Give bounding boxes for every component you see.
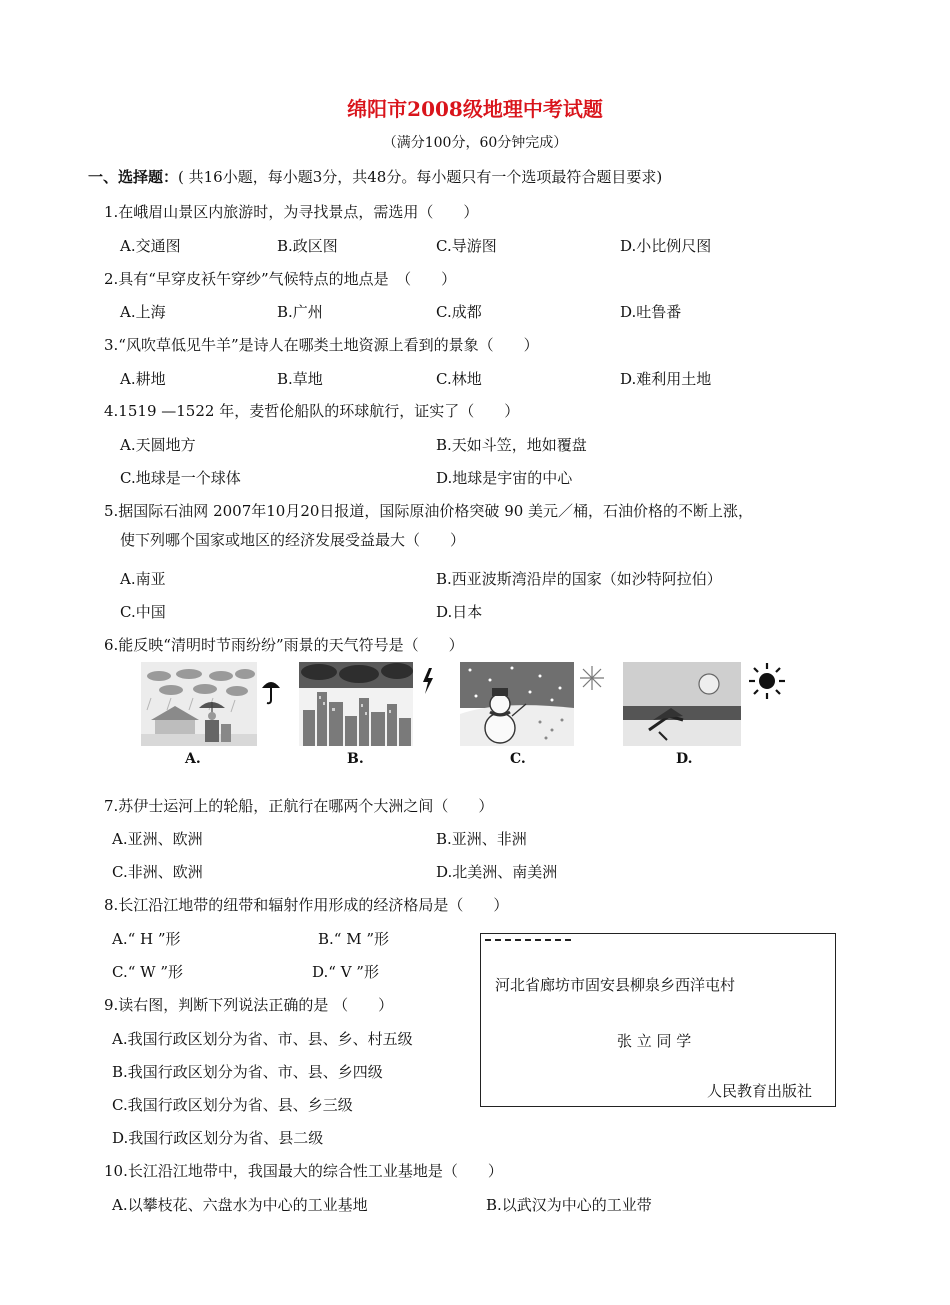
q5-option-c: C.中国 [120,603,166,621]
q2-option-a: A.上海 [120,303,166,321]
section-heading: 一、选择题： [88,168,179,186]
q3-option-d: D.难利用土地 [620,370,712,388]
q5-option-a: A.南亚 [120,570,166,588]
sun-symbol-icon [748,662,786,700]
question-8-stem: 8.长江沿江地带的纽带和辐射作用形成的经济格局是（ ） [104,896,509,914]
q7-option-a: A.亚洲、欧洲 [112,830,203,848]
q8-option-d: D.“ V ”形 [312,963,379,981]
envelope-sender: 人民教育出版社 [707,1082,813,1100]
q7-option-d: D.北美洲、南美洲 [436,863,558,881]
weather-label-a: A. [185,751,201,767]
q8-option-a: A.“ H ”形 [112,930,181,948]
weather-picture-a [141,662,257,746]
q4-option-b: B.天如斗笠，地如覆盘 [436,436,587,454]
question-10-stem: 10.长江沿江地带中，我国最大的综合性工业基地是（ ） [104,1162,503,1180]
envelope-address: 河北省廊坊市固安县柳泉乡西洋屯村 [495,976,736,994]
q7-option-c: C.非洲、欧洲 [112,863,203,881]
question-9-stem: 9.读右图，判断下列说法正确的是 （ ） [104,996,394,1014]
weather-picture-b [299,662,413,746]
q3-option-b: B.草地 [277,370,323,388]
q1-option-c: C.导游图 [436,237,497,255]
weather-picture-c [460,662,574,746]
q4-option-c: C.地球是一个球体 [120,469,241,487]
q7-option-b: B.亚洲、非洲 [436,830,527,848]
weather-label-c: C. [510,751,526,767]
question-3-stem: 3.“风吹草低见牛羊”是诗人在哪类土地资源上看到的景象（ ） [104,336,539,354]
q5-option-b: B.西亚波斯湾沿岸的国家（如沙特阿拉伯） [436,570,722,588]
question-5-stem-cont: 使下列哪个国家或地区的经济发展受益最大（ ） [120,531,466,549]
question-2-stem: 2.具有“早穿皮袄午穿纱”气候特点的地点是 （ ） [104,270,457,288]
q3-option-c: C.林地 [436,370,482,388]
envelope-figure [480,933,836,1107]
q1-option-b: B.政区图 [277,237,338,255]
q3-option-a: A.耕地 [120,370,166,388]
question-4-stem: 4.1519 —1522 年，麦哲伦船队的环球航行，证实了（ ） [104,402,520,420]
q10-option-a: A.以攀枝花、六盘水为中心的工业基地 [112,1196,368,1214]
q9-option-b: B.我国行政区划分为省、市、县、乡四级 [112,1063,383,1081]
snow-symbol-icon [578,664,606,692]
question-1-stem: 1.在峨眉山景区内旅游时，为寻找景点，需选用（ ） [104,203,479,221]
q9-option-c: C.我国行政区划分为省、县、乡三级 [112,1096,353,1114]
q9-option-d: D.我国行政区划分为省、县二级 [112,1129,324,1147]
q5-option-d: D.日本 [436,603,483,621]
section-note: ( 共16小题，每小题3分，共48分。每小题只有一个选项最符合题目要求) [178,168,663,186]
weather-label-d: D. [676,751,693,767]
q2-option-d: D.吐鲁番 [620,303,682,321]
weather-label-b: B. [347,751,364,767]
page-title: 绵阳市2008级地理中考试题 [347,97,603,121]
q4-option-d: D.地球是宇宙的中心 [436,469,573,487]
question-6-stem: 6.能反映“清明时节雨纷纷”雨景的天气符号是（ ） [104,636,464,654]
q2-option-c: C.成都 [436,303,482,321]
q1-option-a: A.交通图 [120,237,181,255]
rain-symbol-icon [260,676,282,706]
page-subtitle: （满分100分，60分钟完成） [382,135,568,151]
question-5-stem: 5.据国际石油网 2007年10月20日报道，国际原油价格突破 90 美元／桶，石油价格的不断上涨， [104,502,754,520]
question-7-stem: 7.苏伊士运河上的轮船，正航行在哪两个大洲之间（ ） [104,797,494,815]
lightning-symbol-icon [421,668,435,694]
q10-option-b: B.以武汉为中心的工业带 [486,1196,652,1214]
q1-option-d: D.小比例尺图 [620,237,712,255]
q4-option-a: A.天圆地方 [120,436,196,454]
envelope-recipient: 张 立 同 学 [617,1032,692,1050]
section-1-header [88,167,662,187]
q9-option-a: A.我国行政区划分为省、市、县、乡、村五级 [112,1030,413,1048]
postcode-line [485,939,571,941]
weather-picture-d [623,662,741,746]
q2-option-b: B.广州 [277,303,323,321]
q8-option-c: C.“ W ”形 [112,963,184,981]
q8-option-b: B.“ M ”形 [318,930,390,948]
